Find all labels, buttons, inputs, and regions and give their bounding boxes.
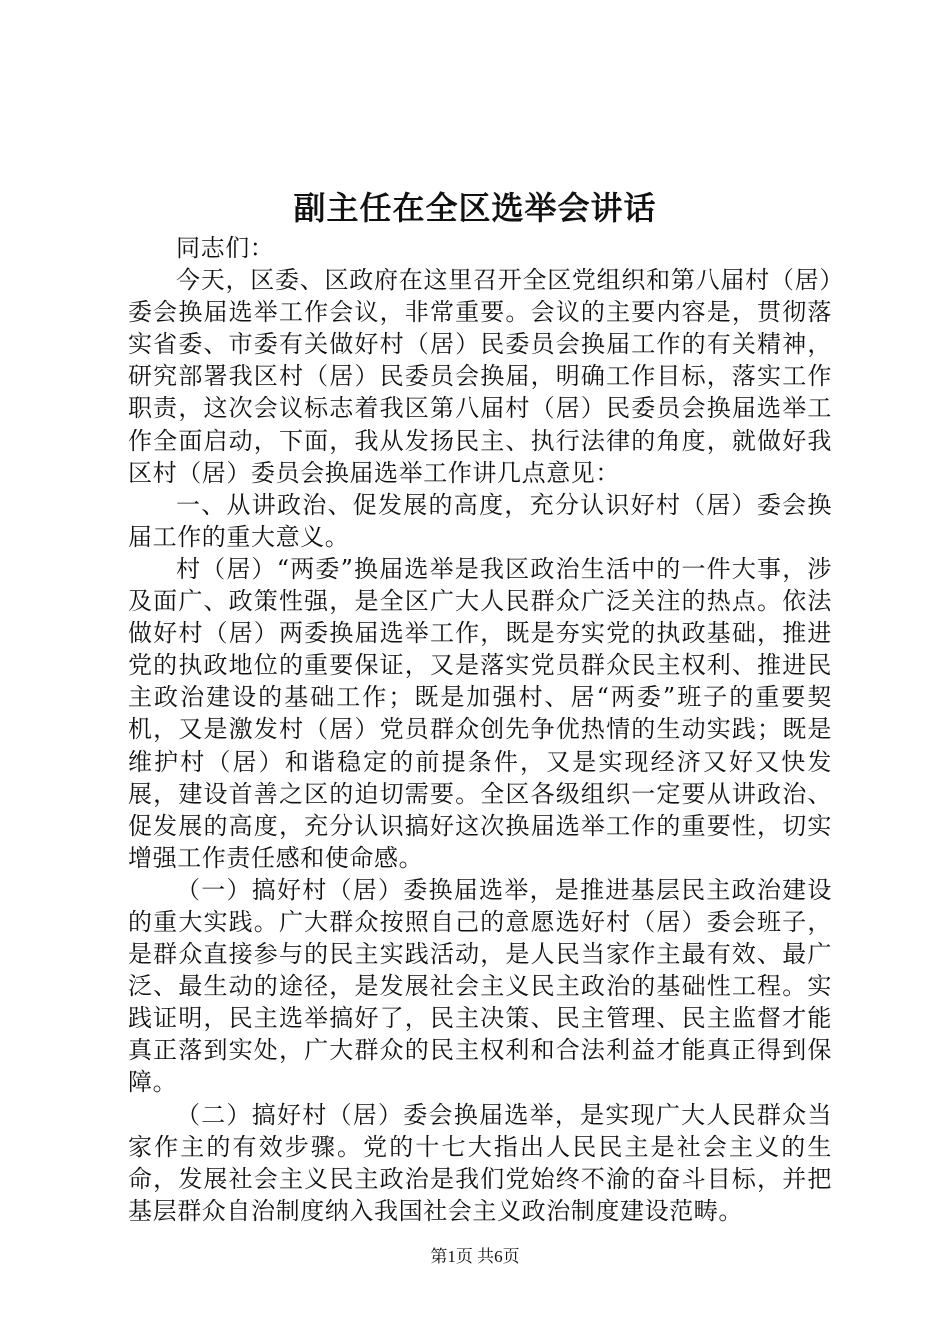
paragraph-opening: 今天，区委、区政府在这里召开全区党组织和第八届村（居）委会换届选举工作会议，非常重要。会议的主要内容是，贯彻落实省委、市委有关做好村（居）民委员会换届工作的有关精神，研究部署我区村（居）民委员会换届，明确工作目标，落实工作职责，这次会议标志着我区第八届村（居）民委员会换届选举工作全面启动，下面，我从发扬民主、执行法律的角度，就做好我区村（居）委员会换届选举工作讲几点意见：	[128, 266, 832, 487]
paragraph-significance: 村（居）“两委”换届选举是我区政治生活中的一件大事，涉及面广、政策性强，是全区广大人民群众广泛关注的热点。依法做好村（居）两委换届选举工作，既是夯实党的执政基础，推进党的执政地位的重要保证，又是落实党员群众民主权利、推进民主政治建设的基础工作；既是加强村、居“两委”班子的重要契机，又是激发村（居）党员群众创先争优热情的生动实践；既是维护村（居）和谐稳定的前提条件，又是实现经济又好又快发展，建设首善之区的迫切需要。全区各级组织一定要从讲政治、促发展的高度，充分认识搞好这次换届选举工作的重要性，切实增强工作责任感和使命感。	[128, 554, 832, 872]
paragraph-point-two: （二）搞好村（居）委会换届选举，是实现广大人民群众当家作主的有效步骤。党的十七大指出人民民主是社会主义的生命，发展社会主义民主政治是我们党始终不渝的奋斗目标，并把基层群众自治制度纳入我国社会主义政治制度建设范畴。	[128, 1100, 832, 1225]
page-number: 第1页 共6页	[430, 1247, 520, 1266]
paragraph-point-one: （一）搞好村（居）委换届选举，是推进基层民主政治建设的重大实践。广大群众按照自己的意愿选好村（居）委会班子，是群众直接参与的民主实践活动，是人民当家作主最有效、最广泛、最生动的途径，是发展社会主义民主政治的基础性工程。实践证明，民主选举搞好了，民主决策、民主管理、民主监督才能真正落到实处，广大群众的民主权利和合法利益才能真正得到保障。	[128, 875, 832, 1097]
document-title: 副主任在全区选举会讲话	[293, 189, 657, 227]
section-heading-one: 一、从讲政治、促发展的高度，充分认识好村（居）委会换届工作的重大意义。	[128, 490, 832, 551]
document-body	[128, 232, 832, 1227]
greeting: 同志们：	[176, 234, 275, 262]
